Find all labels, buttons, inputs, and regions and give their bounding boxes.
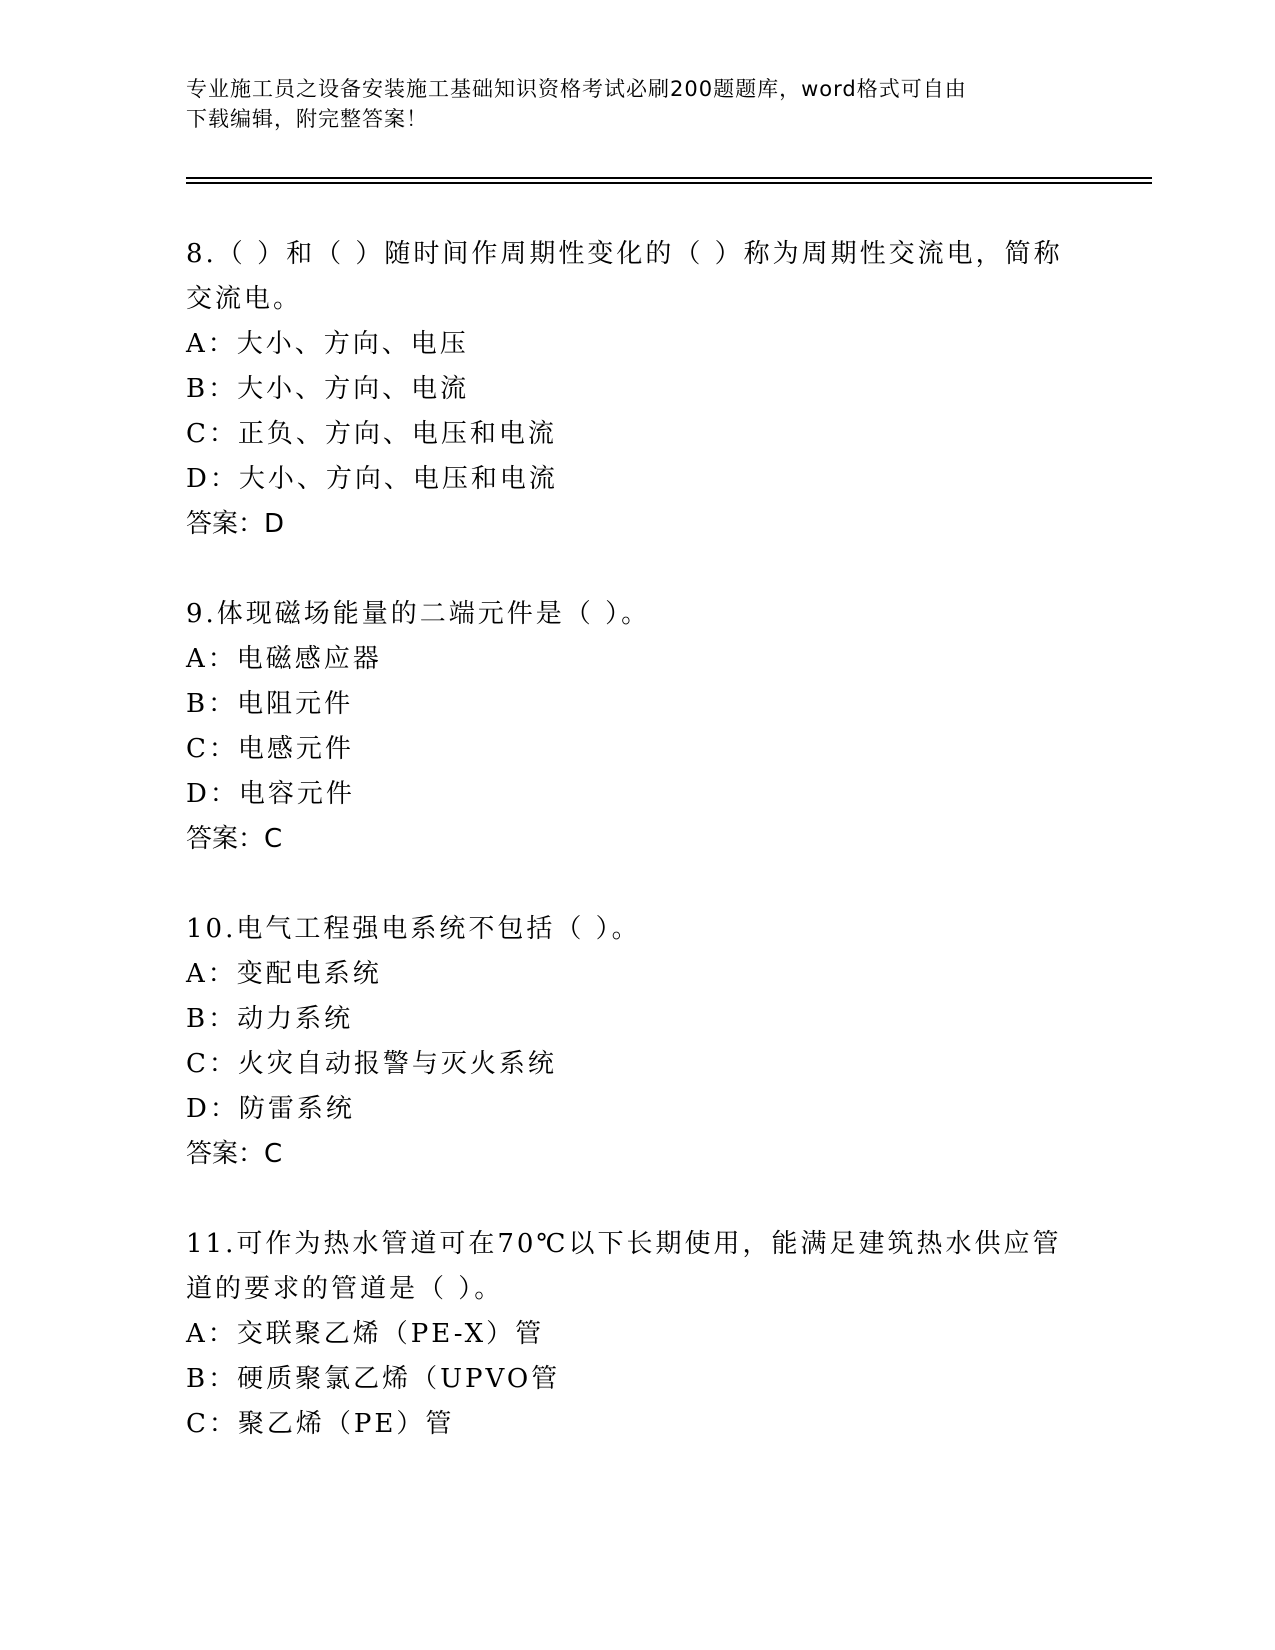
question-stem: 9.体现磁场能量的二端元件是（ ）。	[186, 599, 651, 629]
answer: 答案：C	[186, 824, 283, 854]
option-b: B：大小、方向、电流	[186, 374, 470, 404]
option-b: B：电阻元件	[186, 689, 354, 719]
question-stem: 11.可作为热水管道可在70℃以下长期使用，能满足建筑热水供应管道的要求的管道是（ ）。	[186, 1229, 1062, 1304]
question-stem: 8.（ ）和（ ）随时间作周期性变化的（ ）称为周期性交流电，简称交流电。	[186, 239, 1063, 314]
option-d: D：防雷系统	[186, 1094, 355, 1124]
option-c: C：电感元件	[186, 734, 354, 764]
header-title-line-2: 下载编辑，附完整答案！	[186, 107, 428, 131]
answer: 答案：D	[186, 509, 285, 539]
question-list	[186, 232, 1086, 1492]
document-header	[186, 74, 1086, 134]
option-a: A：电磁感应器	[186, 644, 382, 674]
option-c: C：正负、方向、电压和电流	[186, 419, 557, 449]
option-d: D：大小、方向、电压和电流	[186, 464, 558, 494]
option-a: A：变配电系统	[186, 959, 382, 989]
option-a: A：交联聚乙烯（PE-X）管	[186, 1319, 545, 1349]
option-a: A：大小、方向、电压	[186, 329, 469, 359]
question-stem: 10.电气工程强电系统不包括（ ）。	[186, 914, 641, 944]
question-11	[186, 1222, 1086, 1447]
header-title-line-1: 专业施工员之设备安装施工基础知识资格考试必刷200题题库，word格式可自由	[186, 77, 967, 101]
question-9	[186, 592, 1086, 862]
option-c: C：聚乙烯（PE）管	[186, 1409, 455, 1439]
option-b: B：硬质聚氯乙烯（UPVO管	[186, 1364, 561, 1394]
option-d: D：电容元件	[186, 779, 355, 809]
answer: 答案：C	[186, 1139, 283, 1169]
header-divider-top	[186, 177, 1152, 179]
header-divider-bottom	[186, 182, 1152, 184]
option-c: C：火灾自动报警与灭火系统	[186, 1049, 557, 1079]
question-8	[186, 232, 1086, 547]
option-b: B：动力系统	[186, 1004, 354, 1034]
question-10	[186, 907, 1086, 1177]
